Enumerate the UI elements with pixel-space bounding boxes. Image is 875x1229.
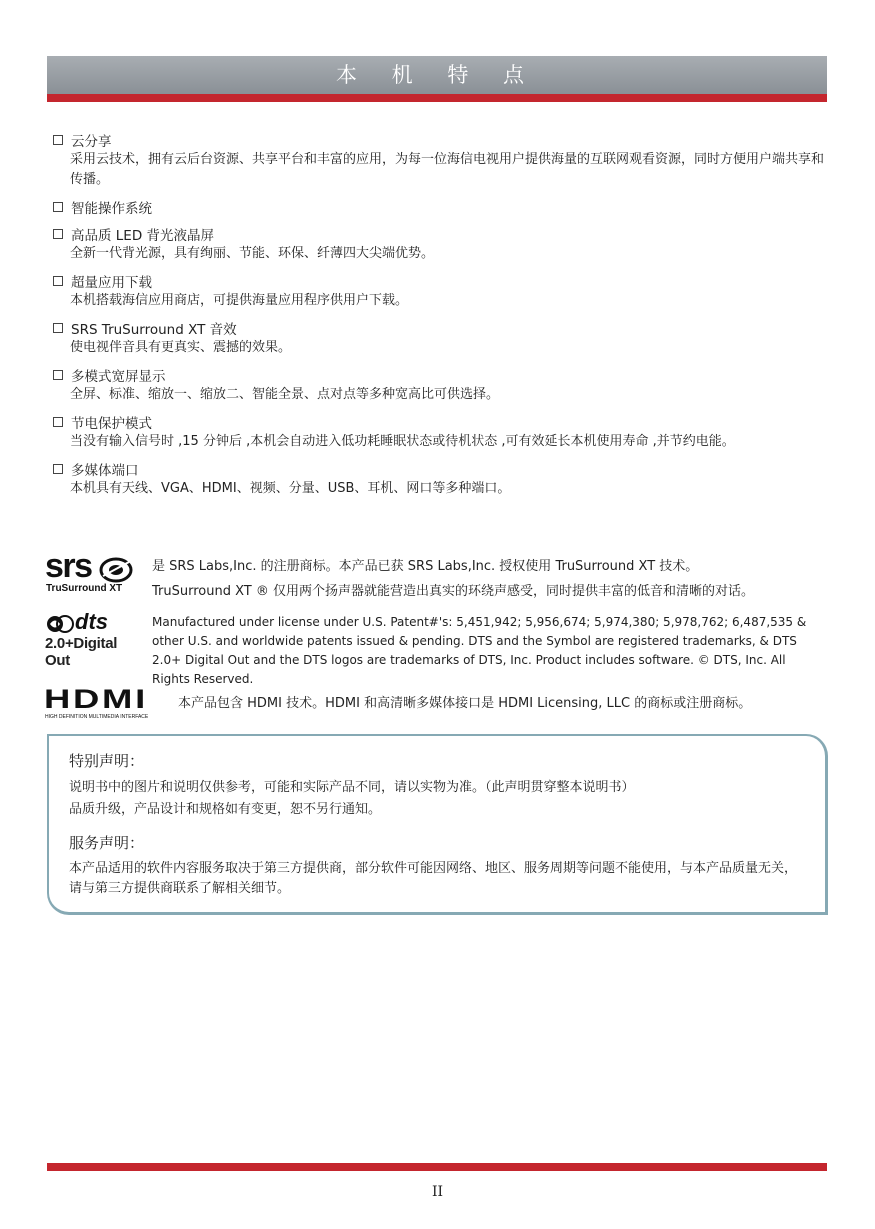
srs-logo bbox=[45, 547, 135, 597]
special-notice-title: 特别声明： bbox=[69, 752, 145, 770]
feature-title: 云分享 bbox=[71, 134, 112, 150]
feature-title: SRS TruSurround XT 音效 bbox=[71, 322, 237, 338]
hdmi-trademark-text: 本产品包含 HDMI 技术。HDMI 和高清晰多媒体接口是 HDMI Licensing, LLC 的商标或注册商标。 bbox=[178, 696, 752, 711]
feature-title: 多模式宽屏显示 bbox=[71, 369, 166, 385]
service-notice-text: 本产品适用的软件内容服务取决于第三方提供商，部分软件可能因网络、地区、服务周期等问题不能使用，与本产品质量无关，请与第三方提供商联系了解相关细节。 bbox=[69, 861, 798, 896]
srs-description-text: TruSurround XT ® 仅用两个扬声器就能营造出真实的环绕声感受，同时提供丰富的低音和清晰的对话。 bbox=[152, 584, 754, 599]
feature-title: 超量应用下载 bbox=[71, 275, 152, 291]
dts-symbol-icon bbox=[46, 615, 74, 633]
feature-item bbox=[47, 197, 837, 217]
srs-logo-wordmark: srs bbox=[45, 547, 92, 585]
srs-disc-icon bbox=[99, 556, 133, 584]
feature-description: 采用云技术，拥有云后台资源、共享平台和丰富的应用，为每一位海信电视用户提供海量的互联网观看资源，同时方便用户端共享和传播。 bbox=[70, 152, 825, 187]
feature-description: 本机具有天线、VGA、HDMI、视频、分量、USB、耳机、网口等多种端口。 bbox=[70, 481, 511, 496]
feature-title: 智能操作系统 bbox=[71, 201, 152, 217]
feature-list bbox=[47, 130, 837, 506]
service-notice-title: 服务声明： bbox=[69, 834, 145, 852]
feature-description: 全屏、标准、缩放一、缩放二、智能全景、点对点等多种宽高比可供选择。 bbox=[70, 387, 500, 402]
checkbox-icon bbox=[53, 276, 63, 286]
special-notice-line: 说明书中的图片和说明仅供参考，可能和实际产品不同，请以实物为准。（此声明贯穿整本说明书） bbox=[69, 780, 635, 795]
feature-title: 高品质 LED 背光液晶屏 bbox=[71, 228, 215, 244]
feature-item bbox=[47, 271, 837, 311]
page-title: 本 机 特 点 bbox=[335, 63, 539, 87]
feature-description: 本机搭载海信应用商店，可提供海量应用程序供用户下载。 bbox=[70, 293, 409, 308]
dts-logo-wordmark: dts bbox=[75, 609, 108, 634]
hdmi-logo-subtitle: HIGH DEFINITION MULTIMEDIA INTERFACE bbox=[45, 714, 149, 720]
srs-logo-subtitle: TruSurround XT bbox=[46, 583, 123, 594]
feature-item bbox=[47, 459, 837, 499]
page-header bbox=[47, 56, 827, 94]
feature-description: 全新一代背光源，具有绚丽、节能、环保、纤薄四大尖端优势。 bbox=[70, 246, 435, 261]
checkbox-icon bbox=[53, 135, 63, 145]
feature-item bbox=[47, 130, 837, 190]
dts-logo bbox=[45, 609, 140, 669]
feature-description: 当没有输入信号时 ,15 分钟后 ,本机会自动进入低功耗睡眠状态或待机状态 ,可有效延长本机使用寿命 ,并节约电能。 bbox=[70, 434, 735, 449]
hdmi-logo-wordmark: HDMI bbox=[44, 684, 148, 714]
feature-item bbox=[47, 412, 837, 452]
page-number: II bbox=[431, 1184, 444, 1200]
checkbox-icon bbox=[53, 202, 63, 212]
feature-item bbox=[47, 224, 837, 264]
special-notice-line: 品质升级，产品设计和规格如有变更，恕不另行通知。 bbox=[69, 802, 382, 817]
header-divider bbox=[47, 94, 827, 102]
feature-item bbox=[47, 365, 837, 405]
feature-description: 使电视伴音具有更真实、震撼的效果。 bbox=[70, 340, 292, 355]
feature-title: 节电保护模式 bbox=[71, 416, 152, 432]
checkbox-icon bbox=[53, 464, 63, 474]
footer-divider bbox=[47, 1163, 827, 1171]
feature-title: 多媒体端口 bbox=[71, 463, 139, 479]
hdmi-logo bbox=[44, 684, 164, 722]
checkbox-icon bbox=[53, 229, 63, 239]
feature-item bbox=[47, 318, 837, 358]
dts-logo-subtitle: 2.0+Digital Out bbox=[45, 635, 118, 669]
notice-box bbox=[47, 734, 828, 915]
dts-license-text: Manufactured under license under U.S. Patent#'s: 5,451,942; 5,956,674; 5,974,380; 5,978,762; 6,487,535 & other U.S. and worldwide patents issued & pending. DTS and the Symbol are registered trademarks, & DTS 2.0+ Digital Out and the DTS logos are trademarks of DTS, Inc. Product includes software. © DTS, Inc. All Rights Reserved. bbox=[152, 615, 807, 686]
checkbox-icon bbox=[53, 323, 63, 333]
checkbox-icon bbox=[53, 417, 63, 427]
srs-trademark-text: 是 SRS Labs,Inc. 的注册商标。本产品已获 SRS Labs,Inc. 授权使用 TruSurround XT 技术。 bbox=[152, 559, 699, 574]
checkbox-icon bbox=[53, 370, 63, 380]
